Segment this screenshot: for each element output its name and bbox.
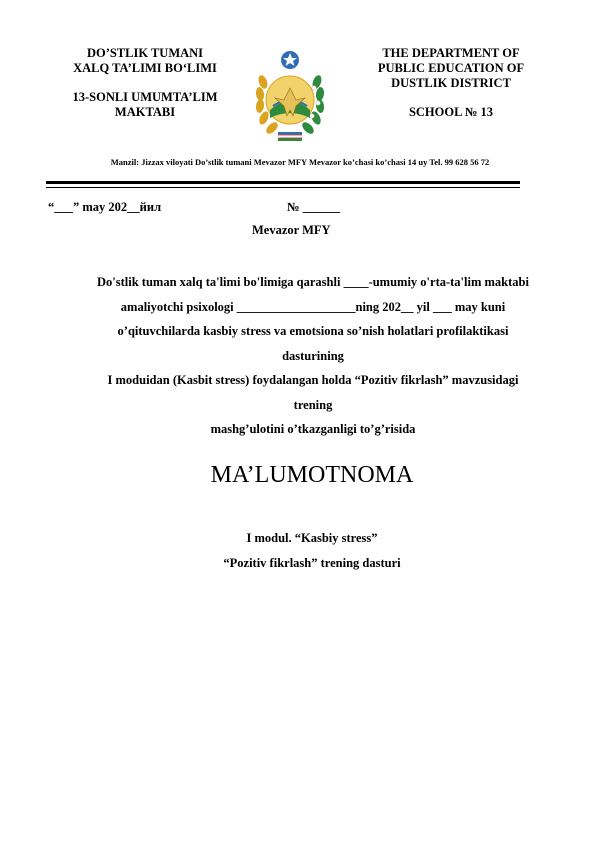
header-right-english (356, 46, 546, 120)
subject-line-2: amaliyotchi psixologi ___________________ning 202__ yil ___ may kuni (120, 299, 506, 314)
address-line: Manzil: Jizzax viloyati Do’stlik tumani Mevazor MFY Mevazor ko’chasi ko’chasi 14 uy Tel. 99 628 56 72 (110, 157, 490, 167)
header-left-line-2: XALQ TA’LIMI BO‘LIMI (73, 61, 217, 75)
header-divider-thick (46, 181, 520, 184)
header-right-line-2: PUBLIC EDUCATION OF (377, 61, 525, 75)
header-left-line-4: MAKTABI (114, 105, 176, 119)
subject-line-7: mashg’ulotini o’tkazganligi to’g’risida (210, 422, 416, 436)
header-left-line-1: DO’STLIK TUMANI (86, 46, 204, 60)
module-info (0, 526, 596, 575)
subject-line-3: o’qituvchilarda kasbiy stress va emotsiona so’nish holatlari profilaktikasi (117, 324, 509, 338)
header-right-line-1: THE DEPARTMENT OF (382, 46, 520, 60)
document-title: MA’LUMOTNOMA (210, 462, 414, 488)
header-left-line-3: 13-SONLI UMUMTA’LIM (72, 90, 218, 104)
state-emblem-icon (251, 48, 329, 148)
subject-line-6: trening (293, 397, 333, 412)
subject-line-5: I moduidan (Kasbit stress) foydalangan holda “Pozitiv fikrlash” mavzusidagi (107, 373, 519, 387)
header-divider-thin (46, 187, 520, 188)
document-place: Mevazor MFY (252, 223, 331, 237)
header-right-line-3: DUSTLIK DISTRICT (391, 76, 511, 90)
subject-line-1: Do'stlik tuman xalq ta'limi bo'limiga qarashli ____-umumiy o'rta-ta'lim maktabi (97, 275, 529, 289)
header-right-line-4: SCHOOL № 13 (408, 105, 494, 119)
header-left-uzbek (50, 46, 240, 120)
subject-line-4: dasturining (282, 348, 344, 363)
document-number: № ______ (287, 200, 341, 214)
module-line-2: “Pozitiv fikrlash” trening dasturi (223, 555, 401, 570)
module-line-1: I modul. “Kasbiy stress” (246, 531, 378, 545)
document-date: “___” may 202__йил (48, 200, 162, 214)
document-subject (30, 270, 596, 442)
